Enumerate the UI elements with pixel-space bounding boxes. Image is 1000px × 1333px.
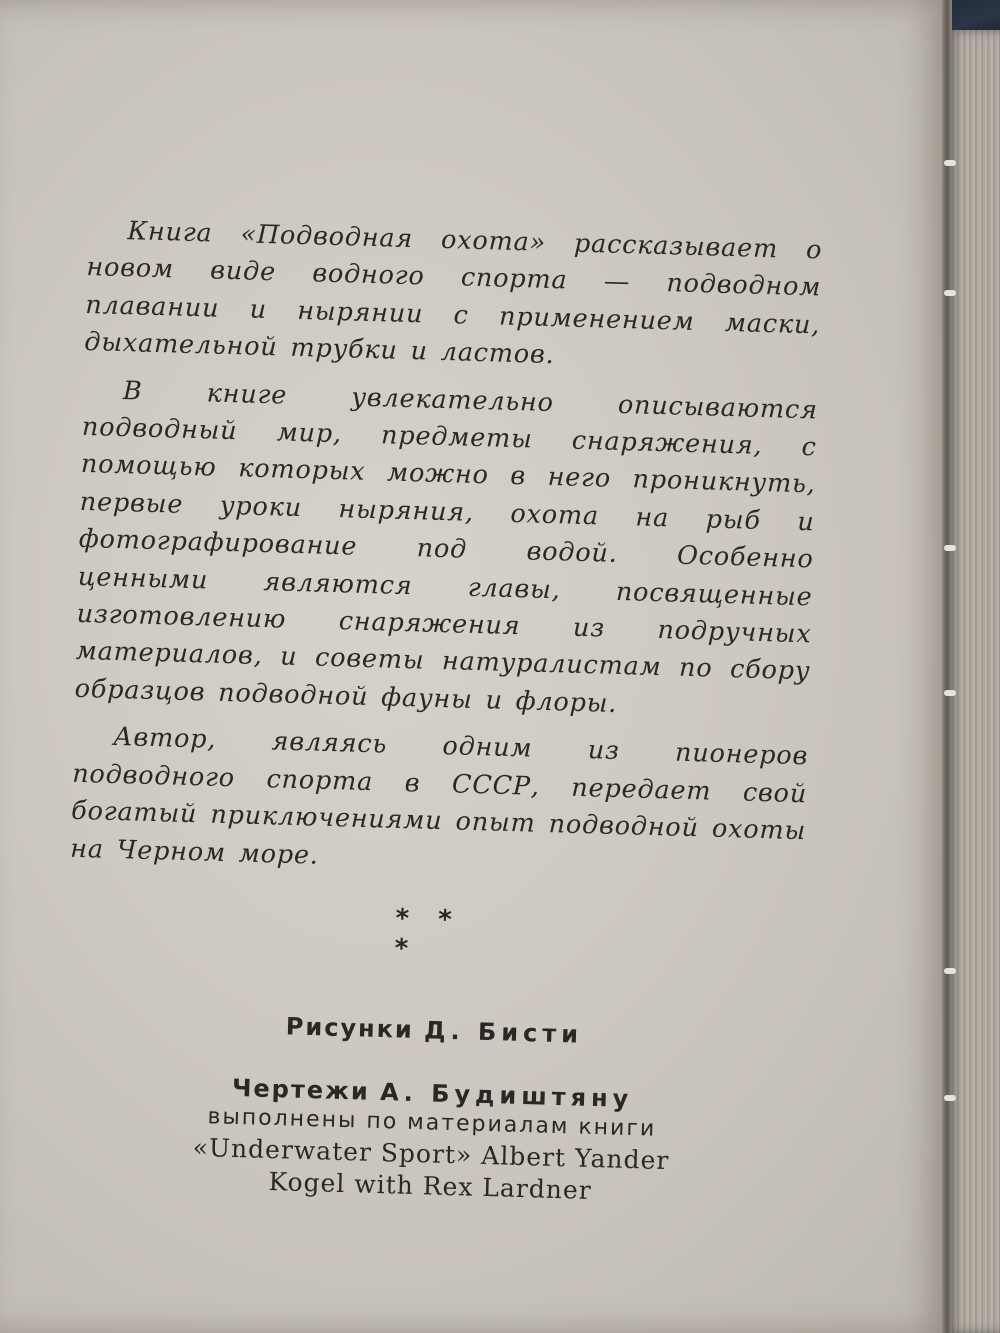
page-edges [948,30,1000,1333]
illustrations-name: Д. Бисти [423,1016,584,1049]
annotation-paragraph-3: Автор, являясь одним из пионеров подводного спорта в СССР, передает свой богатый приключениями опыт подводной охоты на Черном море. [69,722,809,871]
annotation-paragraph-2: В книге увлекательно описываются подводный мир, предметы снаряжения, с помощью которых можно в него проникнуть, первые уроки ныряния, охота на рыб и фотографирование под водой. Особенно ценными являются главы, посвященные изготовлению снаряжения из подручных материалов, и советы натуралистам по сбору образцов подводной фауны и флоры. [74,375,819,719]
illustrations-credit [164,1008,705,1053]
source-line-1: «Underwater Sport» Albert Yander [192,1132,670,1176]
credits-block [160,1008,705,1210]
binding-stitch [944,160,956,166]
binding-stitch [944,690,956,696]
drawings-label: Чертежи [231,1073,371,1106]
source-line-2: Kogel with Rex Lardner [268,1166,593,1205]
annotation-text [69,212,822,898]
binding-stitch [944,1095,956,1101]
book-spine [942,0,952,1333]
binding-stitch [944,290,956,296]
binding-stitch [944,545,956,551]
annotation-paragraph-1: Книга «Подводная охота» рассказывает о новом виде водного спорта — подводном плавании и нырянии с применением маски, дыхательной трубки и ластов. [83,216,823,371]
drawings-note: выполнены по материалам книги [207,1104,657,1142]
illustrations-label: Рисунки [285,1012,415,1044]
binding-stitch [944,968,956,974]
section-separator: * * * [394,903,463,965]
drawings-name: А. Будиштяну [379,1078,634,1114]
